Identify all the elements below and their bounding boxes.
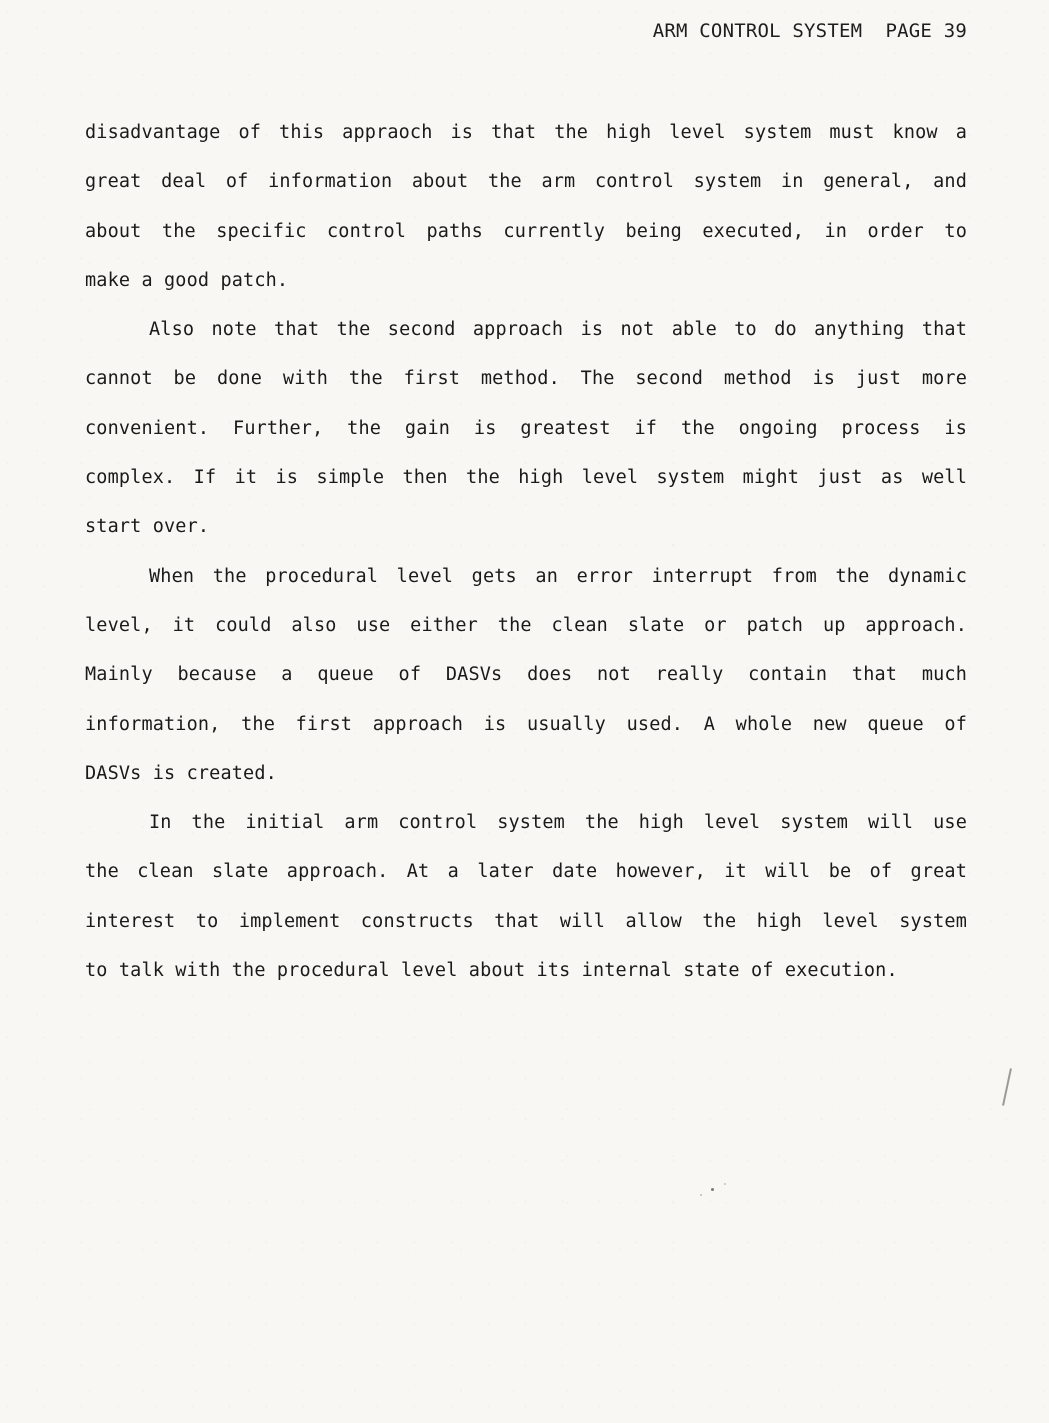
paragraph-4 — [85, 798, 967, 995]
body-text — [85, 108, 967, 995]
text-line: complex. If it is simple then the high level system might just as well — [85, 467, 967, 489]
running-header: ARM CONTROL SYSTEM PAGE 39 — [652, 20, 967, 42]
text-line: convenient. Further, the gain is greatest if the ongoing process is — [85, 417, 967, 439]
scan-speck — [711, 1188, 714, 1191]
text-line: interest to implement constructs that will allow the high level system — [85, 910, 967, 932]
scan-mark — [1002, 1068, 1012, 1106]
text-line: Mainly because a queue of DASVs does not really contain that much — [85, 664, 967, 686]
paragraph-2 — [85, 305, 967, 551]
text-line: DASVs is created. — [85, 762, 277, 784]
text-line: information, the first approach is usually used. A whole new queue of — [85, 713, 967, 735]
paragraph-3 — [85, 552, 967, 798]
text-line: great deal of information about the arm control system in general, and — [85, 171, 967, 193]
text-line: to talk with the procedural level about its internal state of execution. — [85, 960, 898, 982]
text-line: disadvantage of this appraoch is that the high level system must know a — [85, 122, 967, 143]
scan-speck — [724, 1183, 726, 1185]
text-line: about the specific control paths currently being executed, in order to — [85, 220, 967, 242]
scan-speck — [700, 1194, 702, 1196]
text-line: start over. — [85, 516, 210, 538]
paragraph-1 — [85, 108, 967, 305]
text-line: Also note that the second approach is not able to do anything that — [149, 319, 967, 341]
text-line: the clean slate approach. At a later date however, it will be of great — [85, 861, 967, 883]
text-line: cannot be done with the first method. The second method is just more — [85, 368, 967, 390]
text-line: make a good patch. — [85, 269, 289, 291]
text-line: level, it could also use either the clean slate or patch up approach. — [85, 614, 967, 636]
text-line: In the initial arm control system the high level system will use — [149, 812, 967, 834]
text-line: When the procedural level gets an error interrupt from the dynamic — [149, 565, 967, 587]
